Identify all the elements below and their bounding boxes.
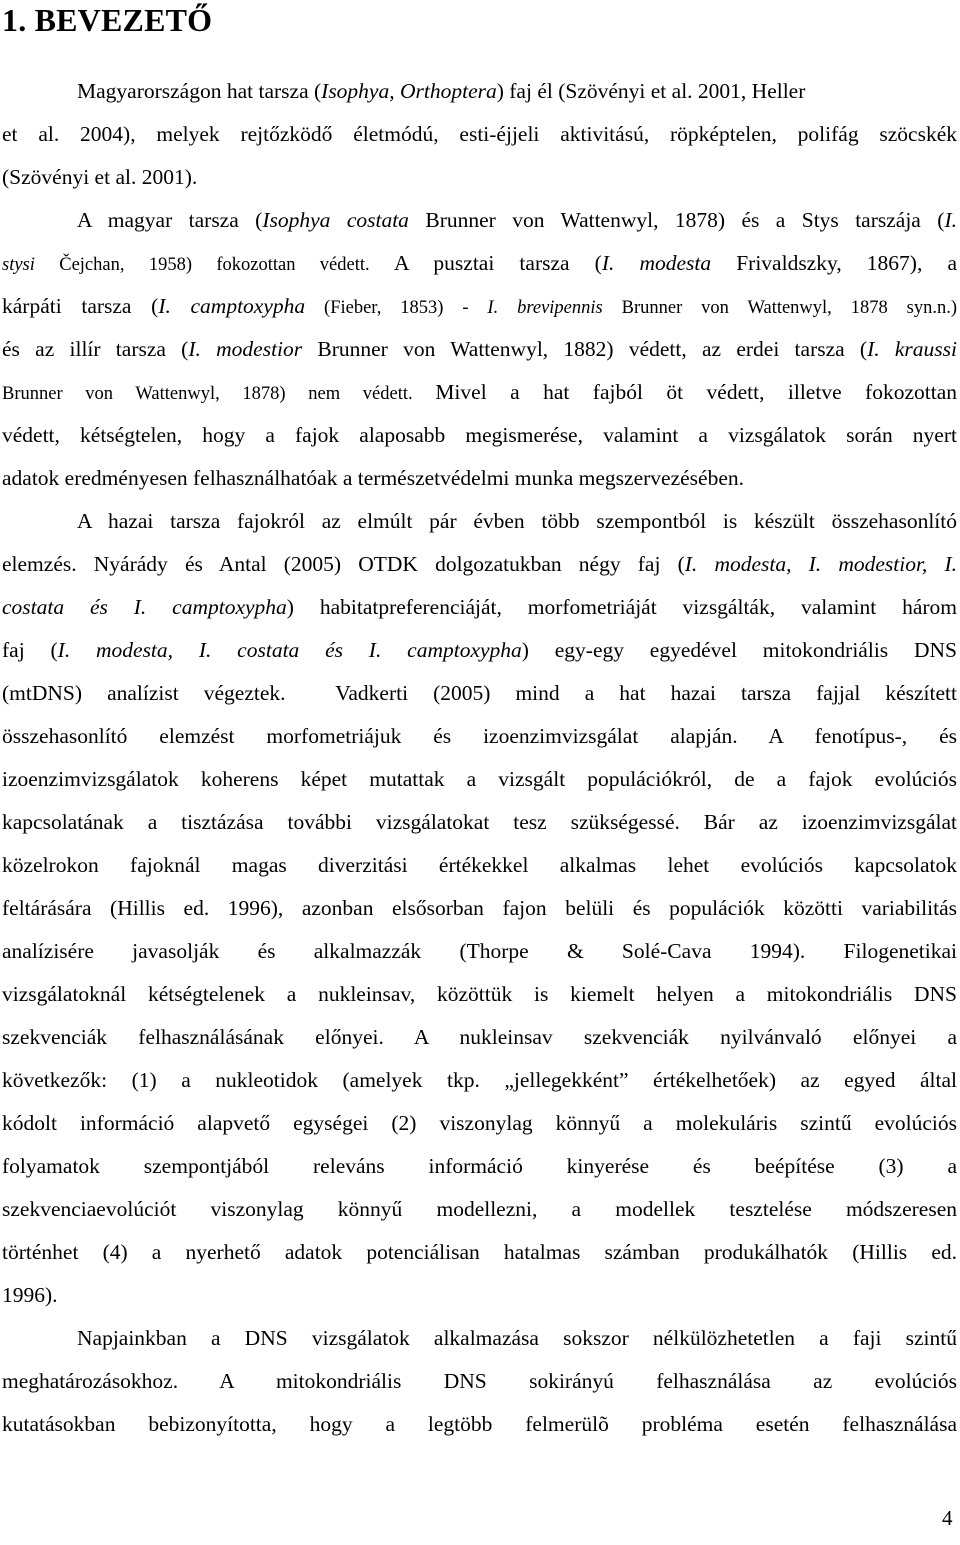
text-line	[2, 895, 957, 921]
text-segment: 1996).	[2, 1283, 58, 1307]
text-line	[2, 1196, 957, 1222]
text-segment: következők: (1) a nukleotidok (amelyek tkp. „jellegekként” értékelhetőek) az egyed által	[2, 1068, 957, 1092]
text-line	[2, 250, 957, 278]
italic-text: I. modesta, I. modestior, I.	[684, 552, 957, 576]
text-segment: izoenzimvizsgálatok koherens képet mutattak a vizsgált populációkról, de a fajok evolúciós	[2, 767, 957, 791]
text-line	[2, 336, 957, 362]
text-segment: Brunner von Wattenwyl, 1878 syn.n.)	[602, 298, 957, 318]
text-line	[2, 1110, 957, 1136]
text-line	[2, 1153, 957, 1179]
text-line	[2, 637, 957, 663]
text-segment: folyamatok szempontjából releváns információ kinyerése és beépítése (3) a	[2, 1154, 957, 1178]
text-segment: elemzés. Nyárády és Antal (2005) OTDK dolgozatukban négy faj (	[2, 552, 685, 576]
text-line	[77, 207, 957, 233]
text-line	[2, 293, 957, 321]
text-line	[2, 551, 957, 577]
text-segment: A hazai tarsza fajokról az elmúlt pár évben több szempontból is készült összehasonlító	[77, 509, 957, 533]
text-segment: Čejchan, 1958) fokozottan védett.	[34, 255, 394, 275]
text-line	[77, 508, 957, 534]
text-line	[2, 981, 957, 1007]
text-line	[2, 164, 302, 190]
text-segment: és az illír tarsza (	[2, 337, 189, 361]
text-line	[2, 938, 957, 964]
italic-text: I. kraussi	[867, 337, 957, 361]
text-segment: szekvenciák felhasználásának előnyei. A nukleinsav szekvenciák nyilvánvaló előnyei a	[2, 1025, 957, 1049]
text-segment: kódolt információ alapvető egységei (2) viszonylag könnyű a molekuláris szintű evolúciós	[2, 1111, 957, 1135]
text-segment: A pusztai tarsza (	[393, 251, 602, 275]
text-segment: analízisére javasolják és alkalmazzák (Thorpe & Solé-Cava 1994). Filogenetikai	[2, 939, 957, 963]
italic-text: Isophya, Orthoptera	[321, 79, 497, 103]
text-segment: adatok eredményesen felhasználhatóak a természetvédelmi munka megszervezésében.	[2, 466, 744, 490]
text-segment: (Fieber, 1853) -	[305, 298, 488, 318]
text-segment: ) habitatpreferenciáját, morfometriáját vizsgálták, valamint három	[286, 595, 957, 619]
text-line	[2, 1411, 957, 1437]
text-segment: (Szövényi et al. 2001).	[2, 165, 198, 189]
italic-text: Isophya costata	[262, 208, 409, 232]
text-line	[2, 766, 957, 792]
text-segment: közelrokon fajoknál magas diverzitási értékekkel alkalmas lehet evolúciós kapcsolatok	[2, 853, 957, 877]
text-segment: faj (	[2, 638, 58, 662]
text-segment: Frivaldszky, 1867), a	[711, 251, 957, 275]
text-segment: Magyarországon hat tarsza (	[77, 79, 322, 103]
text-line	[77, 1325, 957, 1351]
italic-text: I. modesta	[601, 251, 712, 275]
text-line	[77, 78, 957, 104]
text-segment: Brunner von Wattenwyl, 1882) védett, az erdei tarsza (	[302, 337, 868, 361]
text-line	[2, 809, 957, 835]
text-segment: kárpáti tarsza (	[2, 294, 159, 318]
text-segment: Brunner von Wattenwyl, 1878) és a Stys tarszája (	[408, 208, 945, 232]
text-segment: történhet (4) a nyerhető adatok potenciálisan hatalmas számban produkálhatók (Hillis ed.	[2, 1240, 957, 1264]
text-segment: Brunner von Wattenwyl, 1878) nem védett.	[2, 384, 436, 404]
italic-text: stysi	[2, 255, 35, 275]
text-line	[2, 1067, 957, 1093]
text-segment: meghatározásokhoz. A mitokondriális DNS sokirányú felhasználása az evolúciós	[2, 1369, 957, 1393]
text-segment: A magyar tarsza (	[77, 208, 263, 232]
text-segment: et al. 2004), melyek rejtőzködő életmódú, esti-éjjeli aktivitású, röpképtelen, polifág szöcskék	[2, 122, 957, 146]
text-segment: Mivel a hat fajból öt védett, illetve fokozottan	[435, 380, 957, 404]
text-segment: kutatásokban bebizonyította, hogy a legtöbb felmerülõ probléma esetén felhasználása	[2, 1412, 957, 1436]
text-segment: (mtDNS) analízist végeztek. Vadkerti (2005) mind a hat hazai tarsza fajjal készített	[2, 681, 957, 705]
text-line	[2, 1282, 202, 1308]
italic-text: I.	[944, 208, 957, 232]
text-line	[2, 1239, 957, 1265]
text-line	[2, 121, 957, 147]
page-number: 4	[942, 1506, 953, 1530]
text-segment: ) faj él (Szövényi et al. 2001, Heller	[496, 79, 806, 103]
text-line	[2, 1368, 957, 1394]
text-line	[2, 594, 957, 620]
text-line	[2, 1024, 957, 1050]
italic-text: costata és I. camptoxypha	[2, 595, 287, 619]
text-line	[2, 680, 957, 706]
text-segment: védett, kétségtelen, hogy a fajok alaposabb megismerése, valamint a vizsgálatok során nyert	[2, 423, 957, 447]
text-segment: összehasonlító elemzést morfometriájuk és izoenzimvizsgálat alapján. A fenotípus-, és	[2, 724, 957, 748]
text-line	[2, 723, 957, 749]
italic-text: I. brevipennis	[487, 298, 603, 318]
text-line	[2, 422, 957, 448]
text-segment: vizsgálatoknál kétségtelenek a nukleinsav, közöttük is kiemelt helyen a mitokondriális DNS	[2, 982, 957, 1006]
text-segment: szekvenciaevolúciót viszonylag könnyű modellezni, a modellek tesztelése módszeresen	[2, 1197, 957, 1221]
text-segment: kapcsolatának a tisztázása további vizsgálatokat tesz szükségessé. Bár az izoenzimvizsgálat	[2, 810, 957, 834]
text-segment: ) egy-egy egyedével mitokondriális DNS	[521, 638, 957, 662]
text-line	[2, 379, 957, 407]
italic-text: I. modesta, I. costata és I. camptoxypha	[57, 638, 522, 662]
text-segment: Napjainkban a DNS vizsgálatok alkalmazása sokszor nélkülözhetetlen a faji szintű	[77, 1326, 957, 1350]
text-line	[2, 852, 957, 878]
italic-text: I. modestior	[188, 337, 303, 361]
text-segment: feltárására (Hillis ed. 1996), azonban elsősorban fajon belüli és populációk közötti variabilitás	[2, 896, 957, 920]
text-line	[2, 465, 882, 491]
italic-text: I. camptoxypha	[158, 294, 306, 318]
page-heading: 1. BEVEZETŐ	[2, 2, 213, 38]
